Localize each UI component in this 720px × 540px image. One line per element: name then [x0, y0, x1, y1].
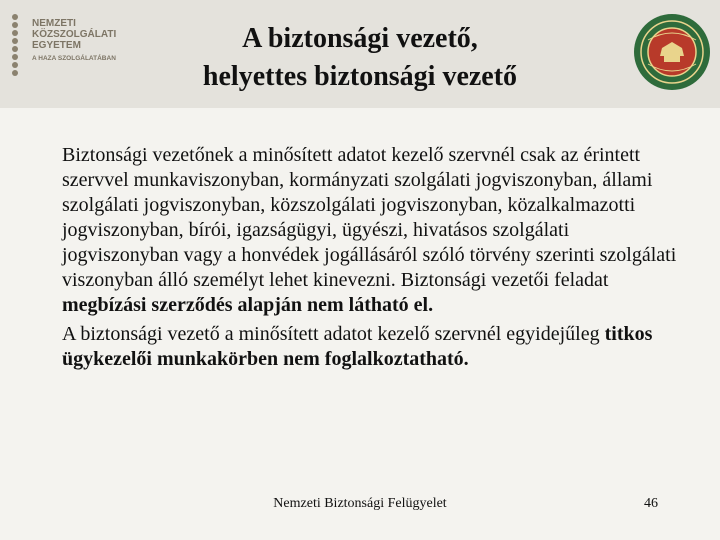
paragraph-1-bold: megbízási szerződés alapján nem látható el.	[62, 294, 434, 316]
title-line-2: helyettes biztonsági vezető	[202, 61, 518, 92]
title-line-1: A biztonsági vezető,	[242, 23, 478, 54]
footer-organization: Nemzeti Biztonsági Felügyelet	[273, 496, 447, 511]
paragraph-2-text: A biztonsági vezető a minősített adatot kezelő szervnél egyidejűleg	[62, 323, 605, 345]
paragraph-1-text: Biztonsági vezetőnek a minősített adatot kezelő szervnél csak az érintett szervvel munkaviszonyban, kormányzati szolgálati jogviszonyban, állami szolgálati jogviszonyban, közszolgálati jogviszonyban, közalkalmazotti jogviszonyban, bírói, igazságügyi, ügyészi, hivatásos szolgálati jogviszonyban vagy a honvédek jogállásáról szóló törvény szerinti szolgálati viszonyban álló személyt lehet kinevezni. Biztonsági vezetői feladat	[62, 144, 677, 291]
university-logo	[8, 12, 128, 82]
paragraph-2	[62, 322, 682, 372]
page-number: 46	[644, 496, 658, 511]
logo-line-2: KÖZSZOLGÁLATI	[32, 29, 117, 40]
logo-line-3: EGYETEM	[32, 40, 81, 51]
slide-title	[130, 20, 590, 96]
slide-header	[0, 0, 720, 108]
paragraph-1	[62, 143, 682, 318]
university-name	[32, 18, 128, 63]
university-emblem-icon	[8, 12, 22, 82]
logo-motto: A HAZA SZOLGÁLATÁBAN	[32, 55, 116, 62]
logo-line-1: NEMZETI	[32, 18, 76, 29]
seal-icon	[632, 12, 712, 92]
paragraph-2-bold: titkos ügykezelői munkakörben nem foglalkoztatható.	[62, 323, 653, 370]
slide-body	[62, 143, 682, 372]
